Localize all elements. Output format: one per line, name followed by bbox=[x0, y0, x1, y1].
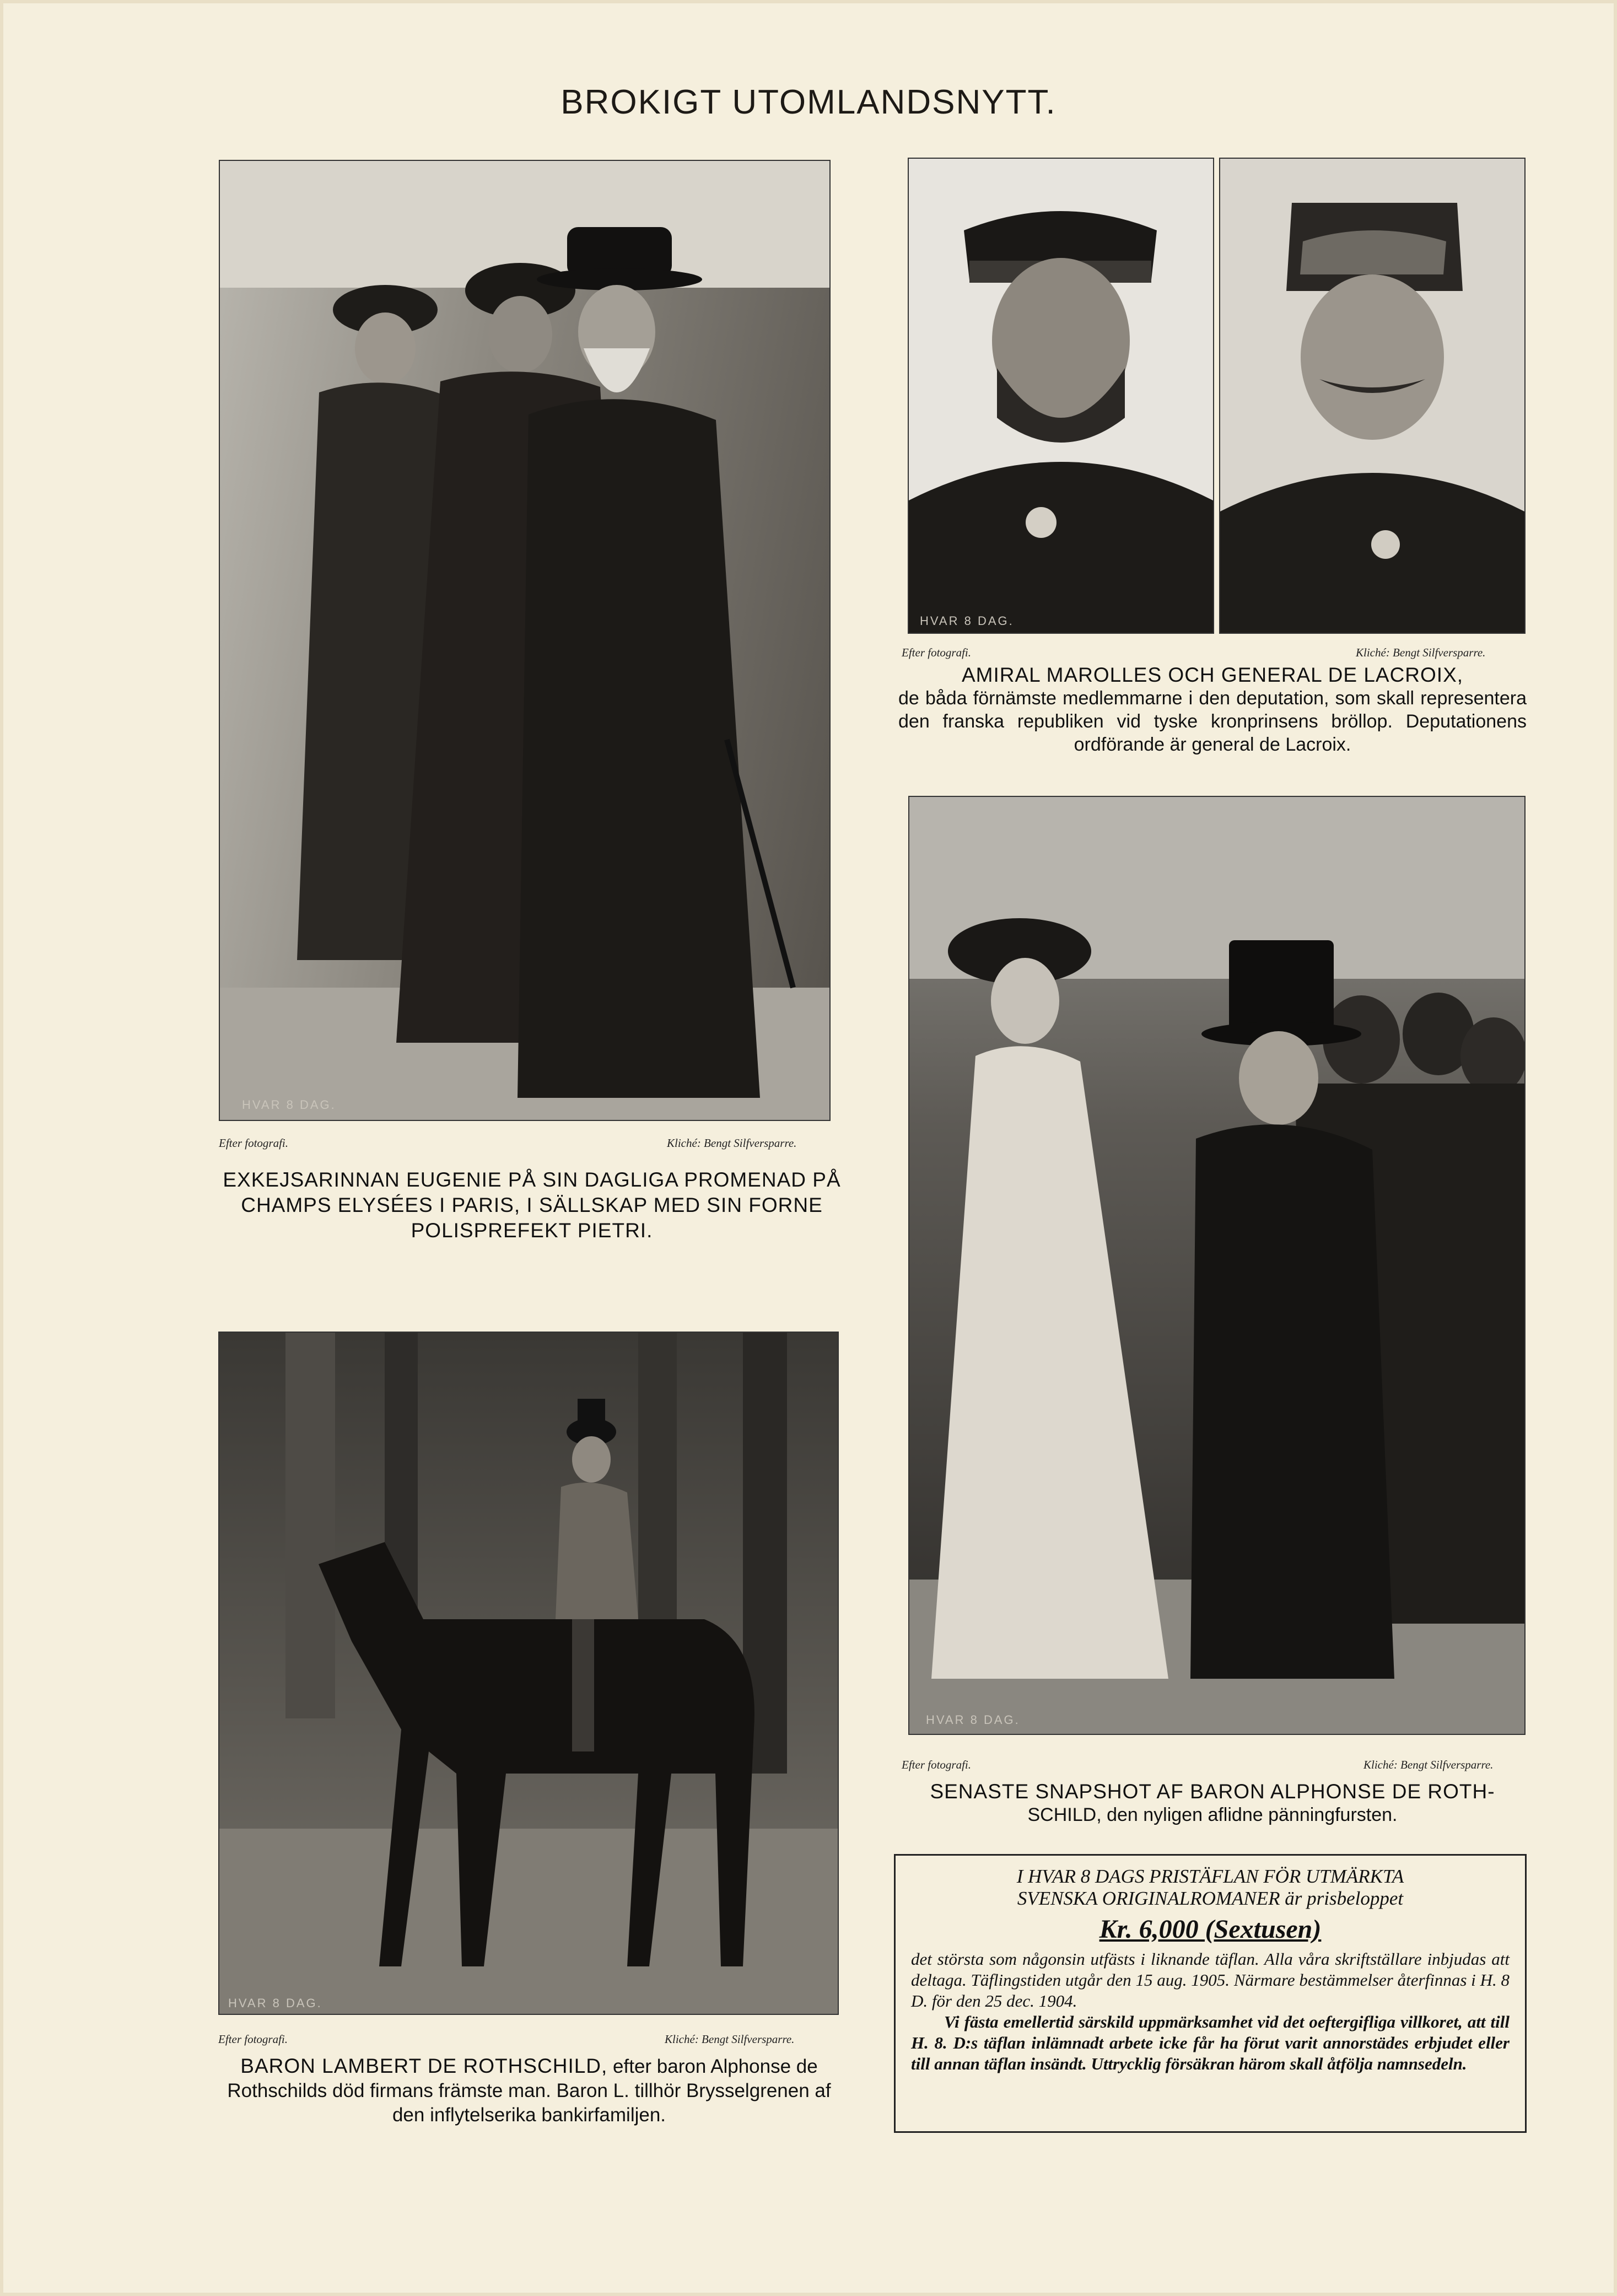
photo-admiral-marolles bbox=[908, 158, 1214, 634]
photo-watermark: HVAR 8 DAG. bbox=[926, 1713, 1020, 1727]
advert-text-2-bold: Vi fästa emellertid särskild uppmärksamhet vid det oeftergifliga villkoret, att till H. 8. D:s täflan inlämnadt arbete icke får ha förut varit annorstädes erbjudet eller till annan täflan insändt. Uttrycklig försäkran härom skall åtfölja namnsedeln. bbox=[911, 2012, 1510, 2073]
advert-amount-text: Kr. 6,000 (Sextusen) bbox=[1099, 1915, 1322, 1944]
page-title: BROKIGT UTOMLANDSNYTT. bbox=[560, 83, 1057, 121]
prize-competition-advert bbox=[894, 1854, 1527, 2133]
photo-alphonse-rothschild bbox=[908, 796, 1526, 1735]
caption-alphonse-title: SENASTE SNAPSHOT AF BARON ALPHONSE DE ROTH- bbox=[930, 1780, 1495, 1803]
advert-line-2: SVENSKA ORIGINALROMANER är prisbeloppet bbox=[1017, 1888, 1404, 1909]
credit-eugenie-right: Kliché: Bengt Silfversparre. bbox=[667, 1136, 797, 1150]
caption-eugenie: EXKEJSARINNAN EUGENIE PÅ SIN DAGLIGA PROMENAD PÅ CHAMPS ELYSÉES I PARIS, I SÄLLSKAP MED SIN FORNE POLISPREFEKT PIETRI. bbox=[223, 1168, 841, 1242]
photo-watermark: HVAR 8 DAG. bbox=[228, 1996, 322, 2010]
photo-lambert-rothschild bbox=[218, 1332, 839, 2015]
photo-general-lacroix bbox=[1219, 158, 1526, 634]
caption-lambert-text: efter baron Alphonse de Rothschilds död firmans främste man. Baron L. tillhör Brysselgrenen af den inflytelserika bankirfamiljen. bbox=[227, 2056, 831, 2126]
photo-general-drawing bbox=[1220, 159, 1524, 633]
photo-admiral-drawing bbox=[909, 159, 1213, 633]
photo-alphonse-drawing bbox=[909, 797, 1524, 1734]
advert-line-1: I HVAR 8 DAGS PRISTÄFLAN FÖR UTMÄRKTA bbox=[1016, 1866, 1404, 1887]
photo-watermark: HVAR 8 DAG. bbox=[242, 1098, 336, 1112]
caption-alphonse-text: SCHILD, den nyligen aflidne pänningfursten. bbox=[1027, 1804, 1398, 1825]
advert-text-2 bbox=[911, 2012, 1510, 2074]
photo-watermark: HVAR 8 DAG. bbox=[920, 614, 1014, 628]
advert-amount bbox=[896, 1914, 1525, 1944]
photo-lambert-drawing bbox=[219, 1333, 838, 2014]
caption-lambert bbox=[209, 2054, 849, 2127]
credit-officers-left: Efter fotografi. bbox=[902, 646, 971, 659]
caption-lambert-title: BARON LAMBERT DE ROTHSCHILD, bbox=[240, 2055, 608, 2077]
advert-text-1: det största som någonsin utfästs i liknande täflan. Alla våra skriftställare inbjudas att deltaga. Täflingstiden utgår den 15 aug. 1905. Närmare bestämmelser återfinnas i H. 8 D. för den 25 dec. 1904. bbox=[911, 1949, 1510, 2011]
photo-eugenie-promenade bbox=[219, 160, 831, 1121]
credit-officers-right: Kliché: Bengt Silfversparre. bbox=[1356, 646, 1486, 659]
credit-eugenie-left: Efter fotografi. bbox=[219, 1136, 288, 1150]
caption-officers-text: de båda förnämste medlemmarne i den deputation, som skall representera den franska republiken vid tyske kronprinsens bröllop. Deputationens ordförande är general de Lacroix. bbox=[898, 688, 1527, 755]
credit-lambert-left: Efter fotografi. bbox=[218, 2033, 288, 2046]
photo-eugenie-drawing bbox=[220, 161, 829, 1120]
credit-lambert-right: Kliché: Bengt Silfversparre. bbox=[665, 2033, 795, 2046]
credit-alphonse-left: Efter fotografi. bbox=[902, 1758, 971, 1771]
caption-officers-title: AMIRAL MAROLLES OCH GENERAL DE LACROIX, bbox=[961, 664, 1464, 686]
credit-alphonse-right: Kliché: Bengt Silfversparre. bbox=[1363, 1758, 1494, 1771]
